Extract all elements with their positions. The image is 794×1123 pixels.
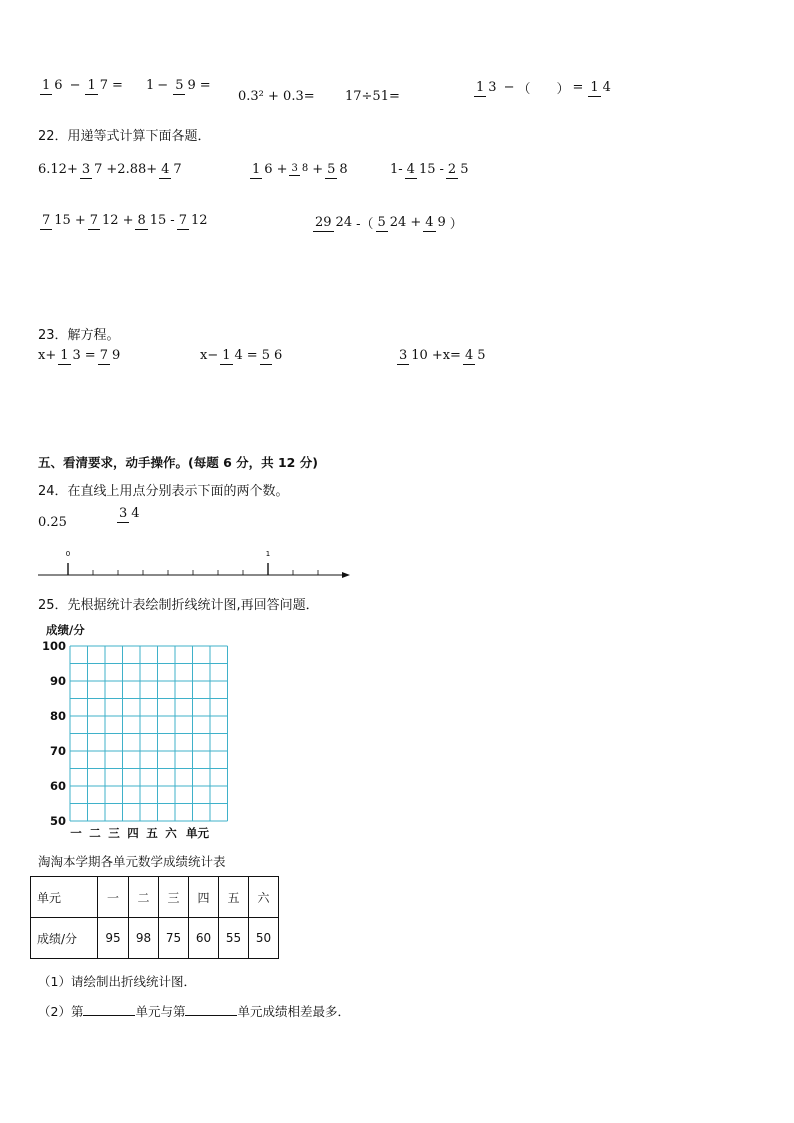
q24-title: 24．在直线上用点分别表示下面的两个数。 bbox=[38, 484, 289, 499]
table-cell: 98 bbox=[129, 918, 159, 959]
q25-sub-question-2: （2）第 单元与第 单元成绩相差最多． bbox=[38, 1004, 350, 1019]
q21-expr-1: 1 6 − 1 7 = bbox=[42, 77, 123, 93]
x-tick-label: 三 bbox=[108, 826, 120, 840]
x-tick-label: 四 bbox=[127, 826, 139, 840]
q22-title: 22．用递等式计算下面各题． bbox=[38, 129, 211, 144]
chart-xticks bbox=[70, 826, 177, 840]
y-tick-label: 80 bbox=[49, 709, 66, 723]
chart-yticks bbox=[42, 639, 66, 828]
q22-problem-2: 1 6 + 3 8 + 5 8 bbox=[252, 161, 348, 177]
table-row bbox=[31, 877, 279, 918]
table-cell: 一 bbox=[98, 877, 129, 918]
table-caption: 淘淘本学期各单元数学成绩统计表 bbox=[38, 854, 226, 869]
q21-expr-4: 17÷51= bbox=[345, 89, 400, 104]
y-tick-label: 50 bbox=[49, 814, 66, 828]
arrow-right-icon bbox=[342, 572, 350, 578]
q23-equation-1: x+ 1 3 = 7 9 bbox=[38, 347, 121, 363]
q23-equation-3: 3 10 +x= 4 5 bbox=[399, 347, 486, 363]
q22-problem-5: 29 24 -（ 5 24 + 4 9 ） bbox=[315, 214, 463, 232]
score-table bbox=[30, 876, 279, 959]
table-row bbox=[31, 918, 279, 959]
fraction: 1 7 bbox=[87, 77, 109, 93]
chart-grid bbox=[70, 646, 228, 821]
table-cell: 三 bbox=[159, 877, 189, 918]
table-cell: 95 bbox=[98, 918, 129, 959]
q21-expr-3: 0.3² + 0.3= bbox=[238, 89, 315, 104]
q24-number-decimal: 0.25 bbox=[38, 515, 67, 530]
number-line[interactable] bbox=[30, 545, 360, 585]
y-tick-label: 100 bbox=[41, 639, 66, 653]
q24-number-fraction: 3 4 bbox=[119, 506, 140, 521]
q21-expr-5: 1 3 − （ ） = 1 4 bbox=[476, 79, 611, 97]
q22-problem-3: 1- 4 15 - 2 5 bbox=[390, 161, 469, 177]
chart-ylabel: 成绩/分 bbox=[46, 623, 85, 637]
table-cell: 60 bbox=[189, 918, 219, 959]
fraction: 5 9 bbox=[175, 77, 196, 93]
x-tick-label: 六 bbox=[165, 826, 177, 840]
q23-title: 23．解方程。 bbox=[38, 328, 120, 343]
y-tick-label: 60 bbox=[49, 779, 66, 793]
table-cell: 四 bbox=[189, 877, 219, 918]
q25-title: 25．先根据统计表绘制折线统计图,再回答问题． bbox=[38, 598, 319, 613]
fraction: 1 4 bbox=[590, 79, 611, 95]
fraction: 1 6 bbox=[42, 77, 63, 93]
tick-label-1: 1 bbox=[265, 550, 271, 558]
q22-problem-4: 7 15 + 7 12 + 8 15 - 7 12 bbox=[42, 212, 208, 228]
x-tick-label: 一 bbox=[70, 826, 82, 840]
table-cell: 五 bbox=[219, 877, 249, 918]
q22-problem-1: 6.12+ 3 7 +2.88+ 4 7 bbox=[38, 161, 182, 177]
x-tick-label: 二 bbox=[89, 826, 101, 840]
q23-equation-2: x− 1 4 = 5 6 bbox=[200, 347, 283, 363]
table-header-score: 成绩/分 bbox=[31, 918, 98, 959]
fraction: 1 3 bbox=[476, 79, 497, 95]
answer-blank-2[interactable] bbox=[185, 1003, 237, 1016]
line-chart-grid[interactable] bbox=[38, 620, 238, 840]
table-cell: 55 bbox=[219, 918, 249, 959]
answer-blank-1[interactable] bbox=[83, 1003, 135, 1016]
table-cell: 75 bbox=[159, 918, 189, 959]
table-cell: 50 bbox=[249, 918, 279, 959]
q21-expr-2: 1 − 5 9 = bbox=[146, 77, 211, 93]
y-tick-label: 90 bbox=[49, 674, 66, 688]
y-tick-label: 70 bbox=[49, 744, 66, 758]
table-cell: 二 bbox=[129, 877, 159, 918]
x-tick-label: 五 bbox=[146, 826, 158, 840]
table-header-unit: 单元 bbox=[31, 877, 98, 918]
chart-xlabel: 单元 bbox=[186, 826, 209, 840]
number-line-ticks bbox=[68, 563, 318, 575]
section-5-title: 五、看清要求，动手操作。(每题 6 分，共 12 分) bbox=[38, 455, 318, 470]
tick-label-0: 0 bbox=[65, 550, 71, 558]
q25-sub-question-1: （1）请绘制出折线统计图． bbox=[38, 974, 196, 989]
answer-paren[interactable]: （ ） bbox=[517, 82, 570, 97]
table-cell: 六 bbox=[249, 877, 279, 918]
